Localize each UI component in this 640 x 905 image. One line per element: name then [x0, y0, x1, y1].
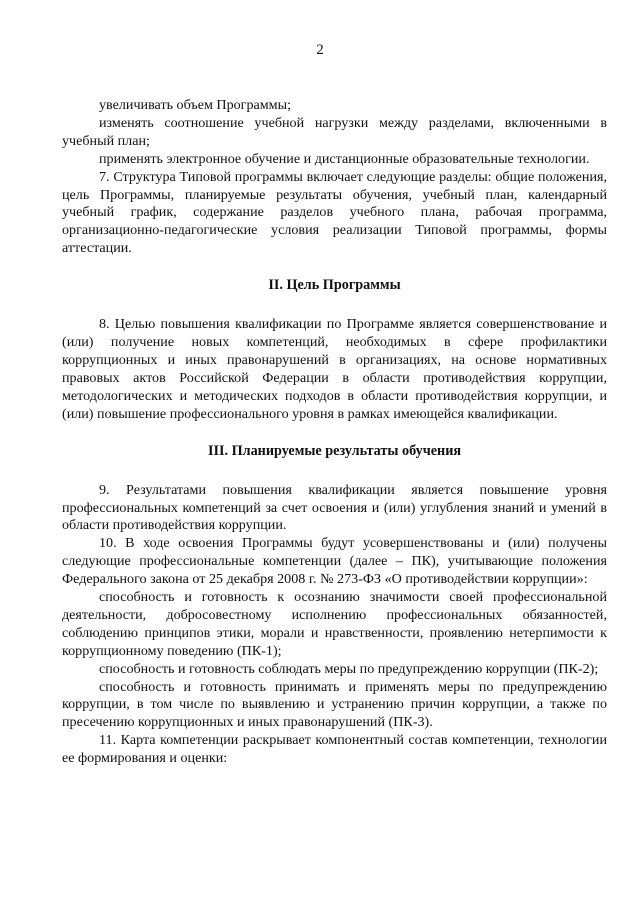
paragraph-increase-volume: увеличивать объем Программы;: [99, 97, 291, 113]
paragraph-9-results: 9. Результатами повышения квалификации является повышение уровня профессиональных компетенций за счет освоения и (или) углубления знаний и умений в области противодействия коррупции.: [62, 481, 607, 534]
paragraph-change-ratio: изменять соотношение учебной нагрузки между разделами, включенными в учебный план;: [62, 114, 607, 149]
paragraph-pk-1: способность и готовность к осознанию значимости своей профессиональной деятельности, добросовестному исполнению профессиональных обязанностей, соблюдению принципов этики, морали и нравственности, проявлению нетерпимости к коррупционному поведению (ПК-1);: [62, 589, 607, 659]
paragraph-10-competencies: 10. В ходе освоения Программы будут усовершенствованы и (или) получены следующие профессиональные компетенции (далее – ПК), учитывающие положения Федерального закона от 25 декабря 2008 г. № 273-ФЗ «О противодействии коррупции»:: [62, 535, 607, 588]
paragraph-e-learning: применять электронное обучение и дистанционные образовательные технологии.: [99, 150, 590, 167]
paragraph-8-goal: 8. Целью повышения квалификации по Программе является совершенствование и (или) получение новых компетенций, необходимых в сфере профилактики коррупционных и иных правонарушений в организациях, на основе нормативных правовых актов Российской Федерации в области противодействия коррупции, методологических и методических подходов в области противодействия коррупции, и (или) повышение профессионального уровня в рамках имеющейся квалификации.: [62, 316, 607, 422]
section-heading-goal: II. Цель Программы: [268, 277, 401, 294]
paragraph-7-structure: 7. Структура Типовой программы включает следующие разделы: общие положения, цель Программы, планируемые результаты обучения, учебный план, календарный учебный график, содержание разделов учебного плана, рабочая программа, организационно-педагогические условия реализации Типовой программы, формы аттестации.: [62, 168, 607, 257]
section-heading-results: III. Планируемые результаты обучения: [207, 442, 462, 459]
paragraph-11-competence-map: 11. Карта компетенции раскрывает компонентный состав компетенции, технологии ее формирования и оценки:: [62, 732, 607, 767]
paragraph-pk-2: способность и готовность соблюдать меры по предупреждению коррупции (ПК-2);: [99, 660, 599, 677]
page-number: 2: [316, 42, 324, 58]
paragraph-pk-3: способность и готовность принимать и применять меры по предупреждению коррупции, в том числе по выявлению и устранению причин коррупции, а также по пресечению коррупционных и иных правонарушений (ПК-3).: [62, 678, 607, 731]
document-body: [62, 97, 607, 768]
